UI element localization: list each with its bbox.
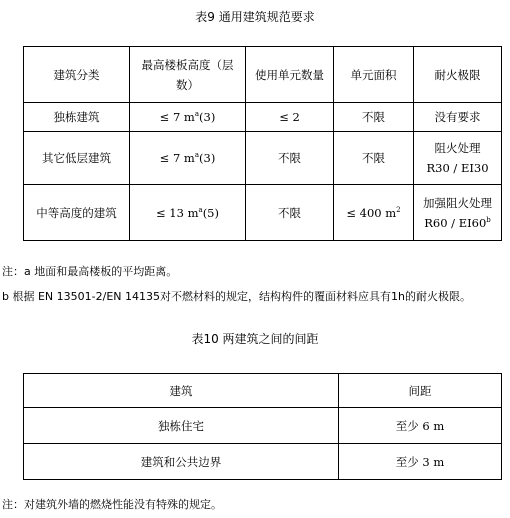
table10 xyxy=(23,373,502,480)
table-header-row xyxy=(24,374,502,408)
table10-note: 注：对建筑外墙的燃烧性能没有特殊的规定。 xyxy=(2,498,222,511)
note-a: 注：a 地面和最高楼板的平均距离。 xyxy=(2,265,178,278)
cell-units: 不限 xyxy=(246,132,334,185)
cell-category: 其它低层建筑 xyxy=(24,132,130,185)
cell-fire: 阻火处理 R30 / EI30 xyxy=(414,132,502,185)
table-row xyxy=(24,185,502,241)
cell-fire: 加强阻火处理 R60 / EI60$^b$ xyxy=(414,185,502,241)
cell-area: 不限 xyxy=(334,132,414,185)
table10-caption: 表10 两建筑之间的间距 xyxy=(191,332,319,346)
header-category: 建筑分类 xyxy=(24,47,130,103)
header-max-height: 最高楼板高度（层数） xyxy=(130,47,246,103)
cell-distance: 至少 3 m xyxy=(339,444,502,480)
header-distance: 间距 xyxy=(339,374,502,408)
cell-area: 不限 xyxy=(334,103,414,132)
cell-building: 独栋住宅 xyxy=(24,408,339,444)
cell-category: 中等高度的建筑 xyxy=(24,185,130,241)
table9-caption: 表9 通用建筑规范要求 xyxy=(195,10,315,24)
header-units: 使用单元数量 xyxy=(246,47,334,103)
cell-height: ≤ 7 $m^a(3)$ xyxy=(130,103,246,132)
header-building: 建筑 xyxy=(24,374,339,408)
header-fire-resistance: 耐火极限 xyxy=(414,47,502,103)
table-row xyxy=(24,408,502,444)
table-row xyxy=(24,103,502,132)
table-row xyxy=(24,132,502,185)
cell-units: 不限 xyxy=(246,185,334,241)
cell-category: 独栋建筑 xyxy=(24,103,130,132)
cell-area: ≤ 400 $m^2$ xyxy=(334,185,414,241)
table-header-row xyxy=(24,47,502,103)
cell-height: ≤ 13 $m^a(5)$ xyxy=(130,185,246,241)
cell-height: ≤ 7 $m^a(3)$ xyxy=(130,132,246,185)
table-row xyxy=(24,444,502,480)
note-b: b 根据 EN 13501-2/EN 14135对不燃材料的规定，结构构件的覆面材料应具有1h的耐火极限。 xyxy=(2,290,471,303)
cell-building: 建筑和公共边界 xyxy=(24,444,339,480)
cell-units: ≤ 2 xyxy=(246,103,334,132)
cell-fire: 没有要求 xyxy=(414,103,502,132)
table9 xyxy=(23,46,502,241)
cell-distance: 至少 6 m xyxy=(339,408,502,444)
header-area: 单元面积 xyxy=(334,47,414,103)
